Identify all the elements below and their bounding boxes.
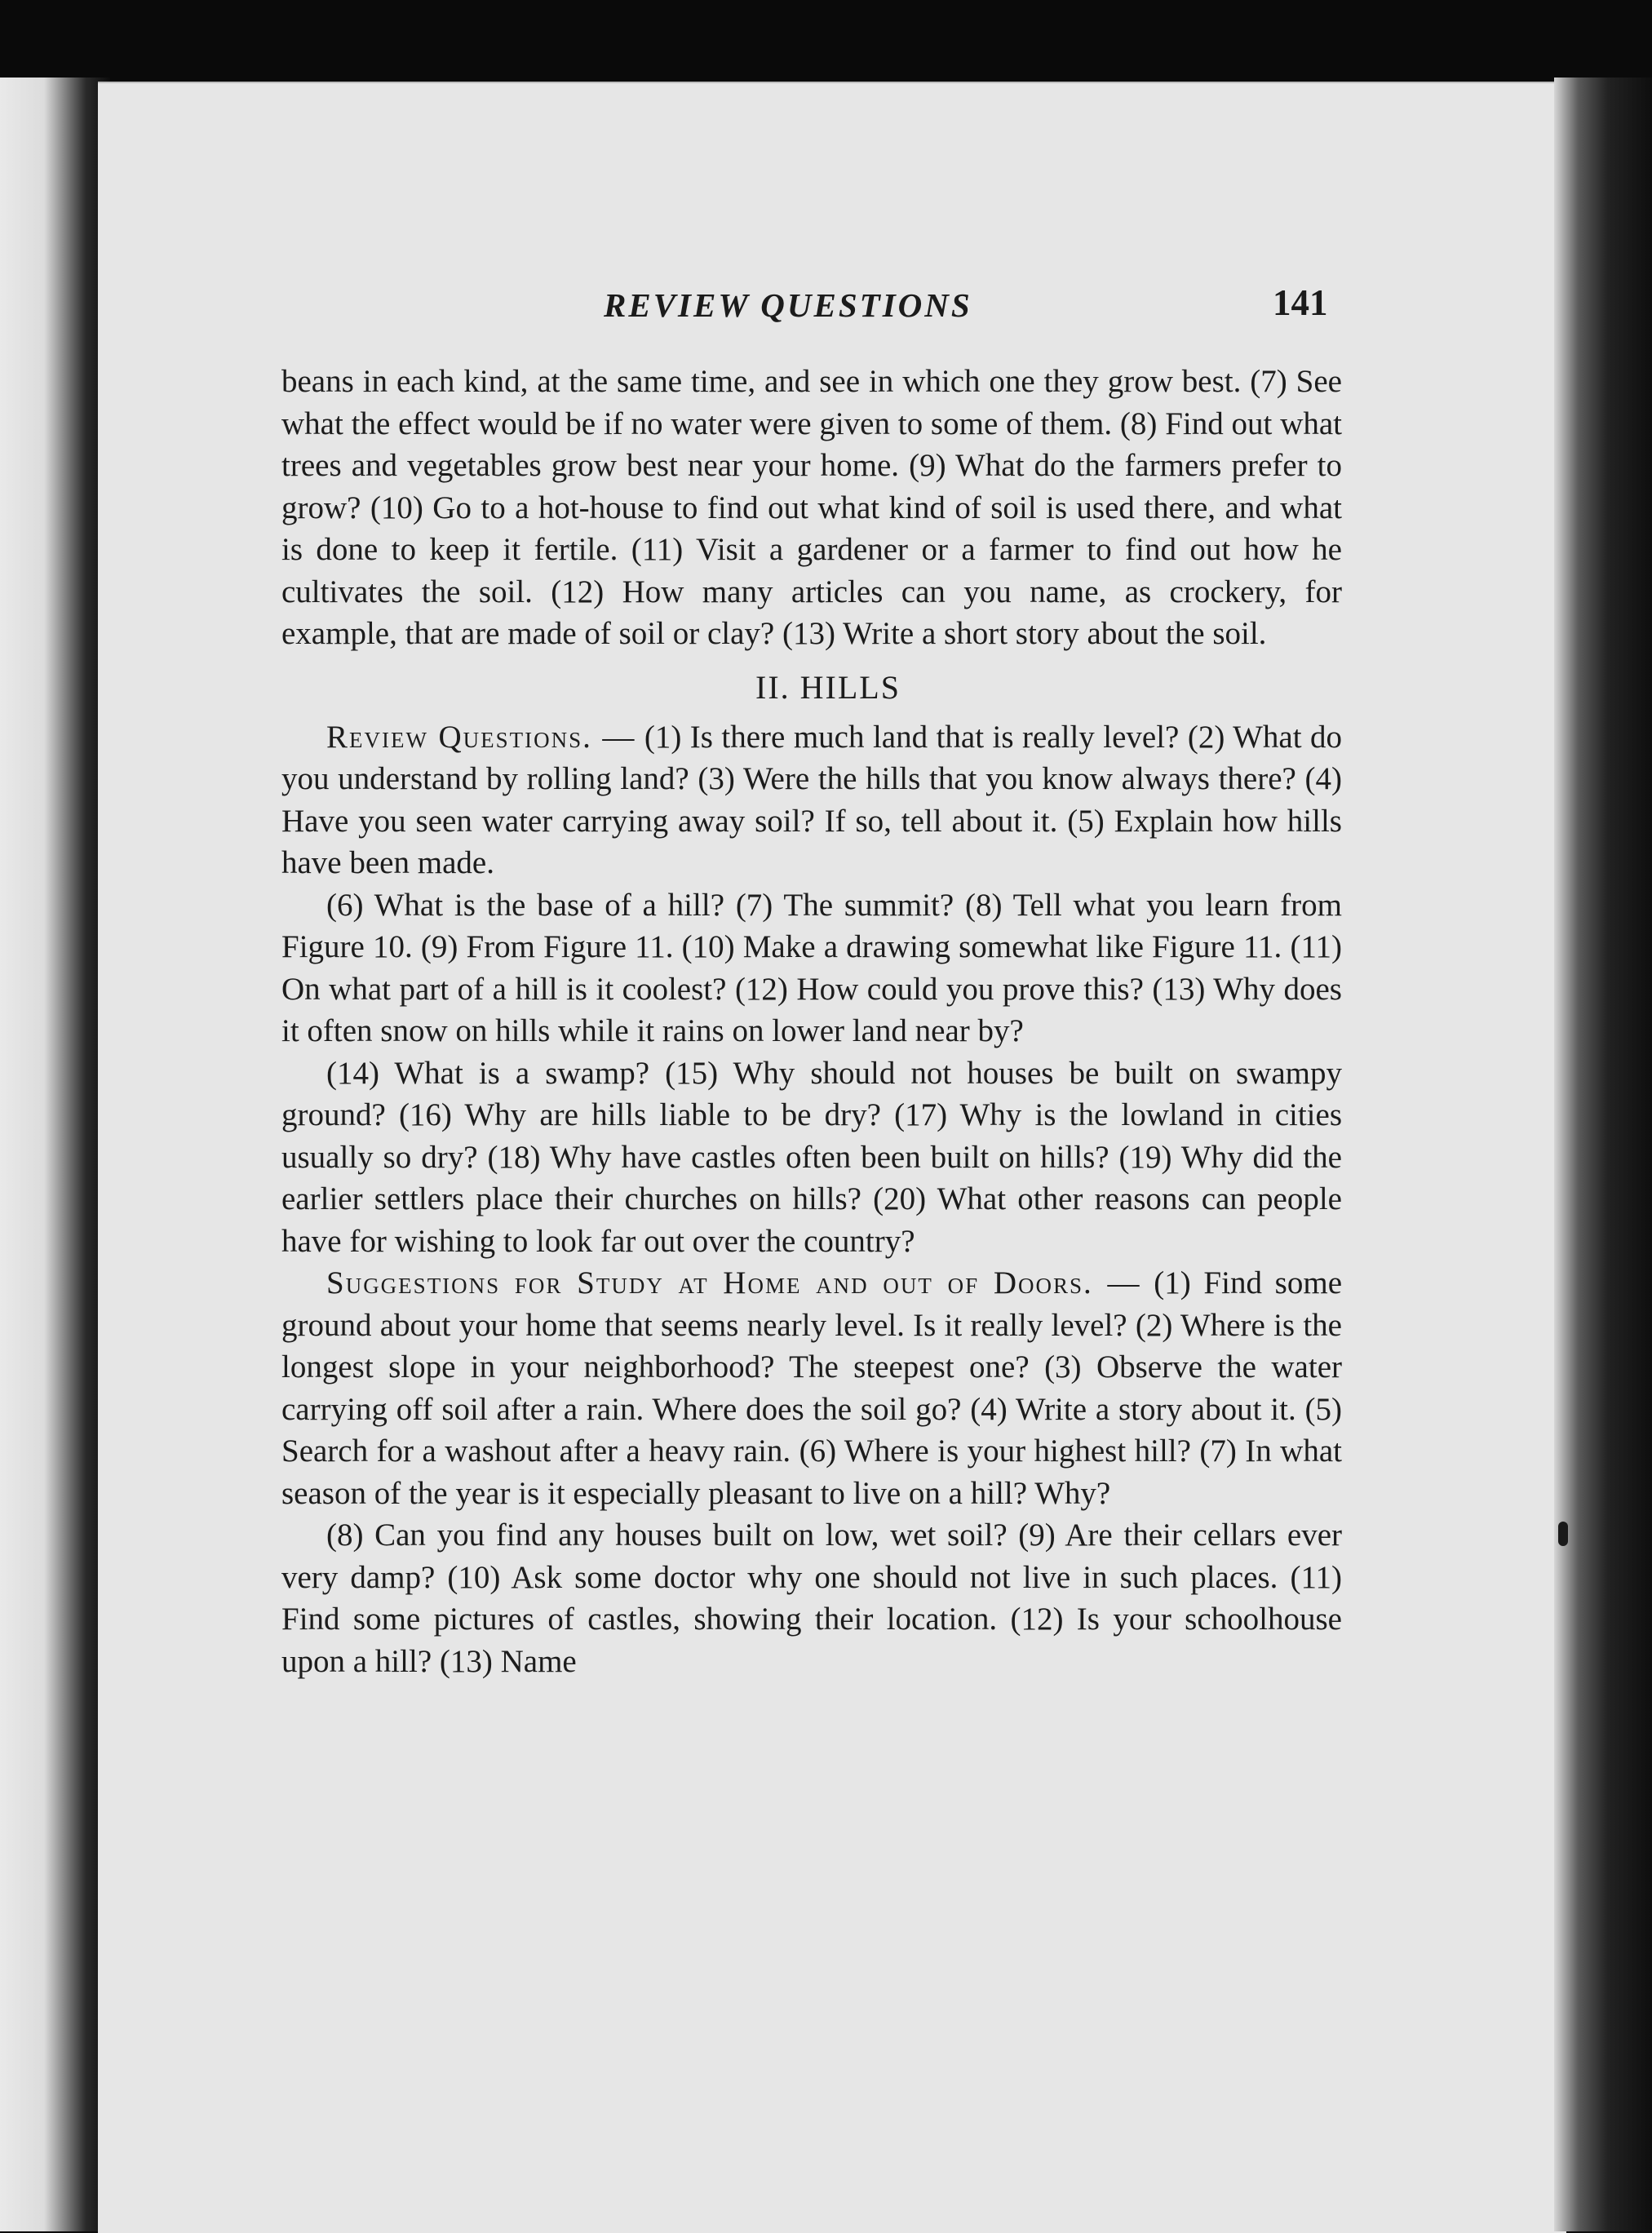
facing-page-edge xyxy=(0,78,110,2231)
suggestions-label: Suggestions for Study at Home and out of Doors. — xyxy=(326,1265,1141,1300)
page-body xyxy=(281,361,1342,1682)
review-paragraph-1 xyxy=(281,716,1342,884)
review-questions-label: Review Questions. — xyxy=(326,719,636,755)
review-paragraph-3: (14) What is a swamp? (15) Why should not houses be built on swampy ground? (16) Why are hills liable to be dry? (17) Why is the lowland in cities usually so dry? (18) Why have castles often been built on hills? (19) Why did the earlier settlers place their churches on hills? (20) What other reasons can people have for wishing to look far out over the country? xyxy=(281,1055,1342,1259)
binding-mark xyxy=(1558,1522,1568,1546)
book-binding-edge xyxy=(1554,78,1652,2231)
running-head: REVIEW QUESTIONS xyxy=(604,286,972,324)
suggestions-paragraph-1 xyxy=(281,1262,1342,1514)
suggestions-paragraph-2: (8) Can you find any houses built on low, wet soil? (9) Are their cellars ever very damp? (10) Ask some doctor why one should not live in such places. (11) Find some pictures of castles, showing their location. (12) Is your schoolhouse upon a hill? (13) Name xyxy=(281,1517,1342,1679)
review-paragraph-1-text: (1) Is there much land that is really level? (2) What do you understand by rolling land? (3) Were the hills that you know always there? (4) Have you seen water carrying away soil? If so, tell about it. (5) Explain how hills have been made. xyxy=(281,719,1343,880)
review-paragraph-2: (6) What is the base of a hill? (7) The summit? (8) Tell what you learn from Figure 10. (9) From Figure 11. (10) Make a drawing somewhat like Figure 11. (11) On what part of a hill is it coolest? (12) How could you prove this? (13) Why does it often snow on hills while it rains on lower land near by? xyxy=(281,887,1342,1048)
continued-paragraph: beans in each kind, at the same time, and see in which one they grow best. (7) See what the effect would be if no water were given to some of them. (8) Find out what trees and vegetables grow best near your home. (9) What do the farmers prefer to grow? (10) Go to a hot-house to find out what kind of soil is used there, and what is done to keep it fertile. (11) Visit a gardener or a farmer to find out how he cultivates the soil. (12) How many articles can you name, as crockery, for example, that are made of soil or clay? (13) Write a short story about the soil. xyxy=(281,364,1342,651)
page-number: 141 xyxy=(1273,282,1328,323)
suggestions-paragraph-1-text: (1) Find some ground about your home that seems nearly level. Is it really level? (2) Where is the longest slope in your neighborhood? The steepest one? (3) Observe the water carrying off soil after a rain. Where does the soil go? (4) Write a story about it. (5) Search for a washout after a heavy rain. (6) Where is your highest hill? (7) In what season of the year is it especially pleasant to live on a hill? Why? xyxy=(281,1265,1343,1511)
section-heading: II. HILLS xyxy=(755,668,901,706)
